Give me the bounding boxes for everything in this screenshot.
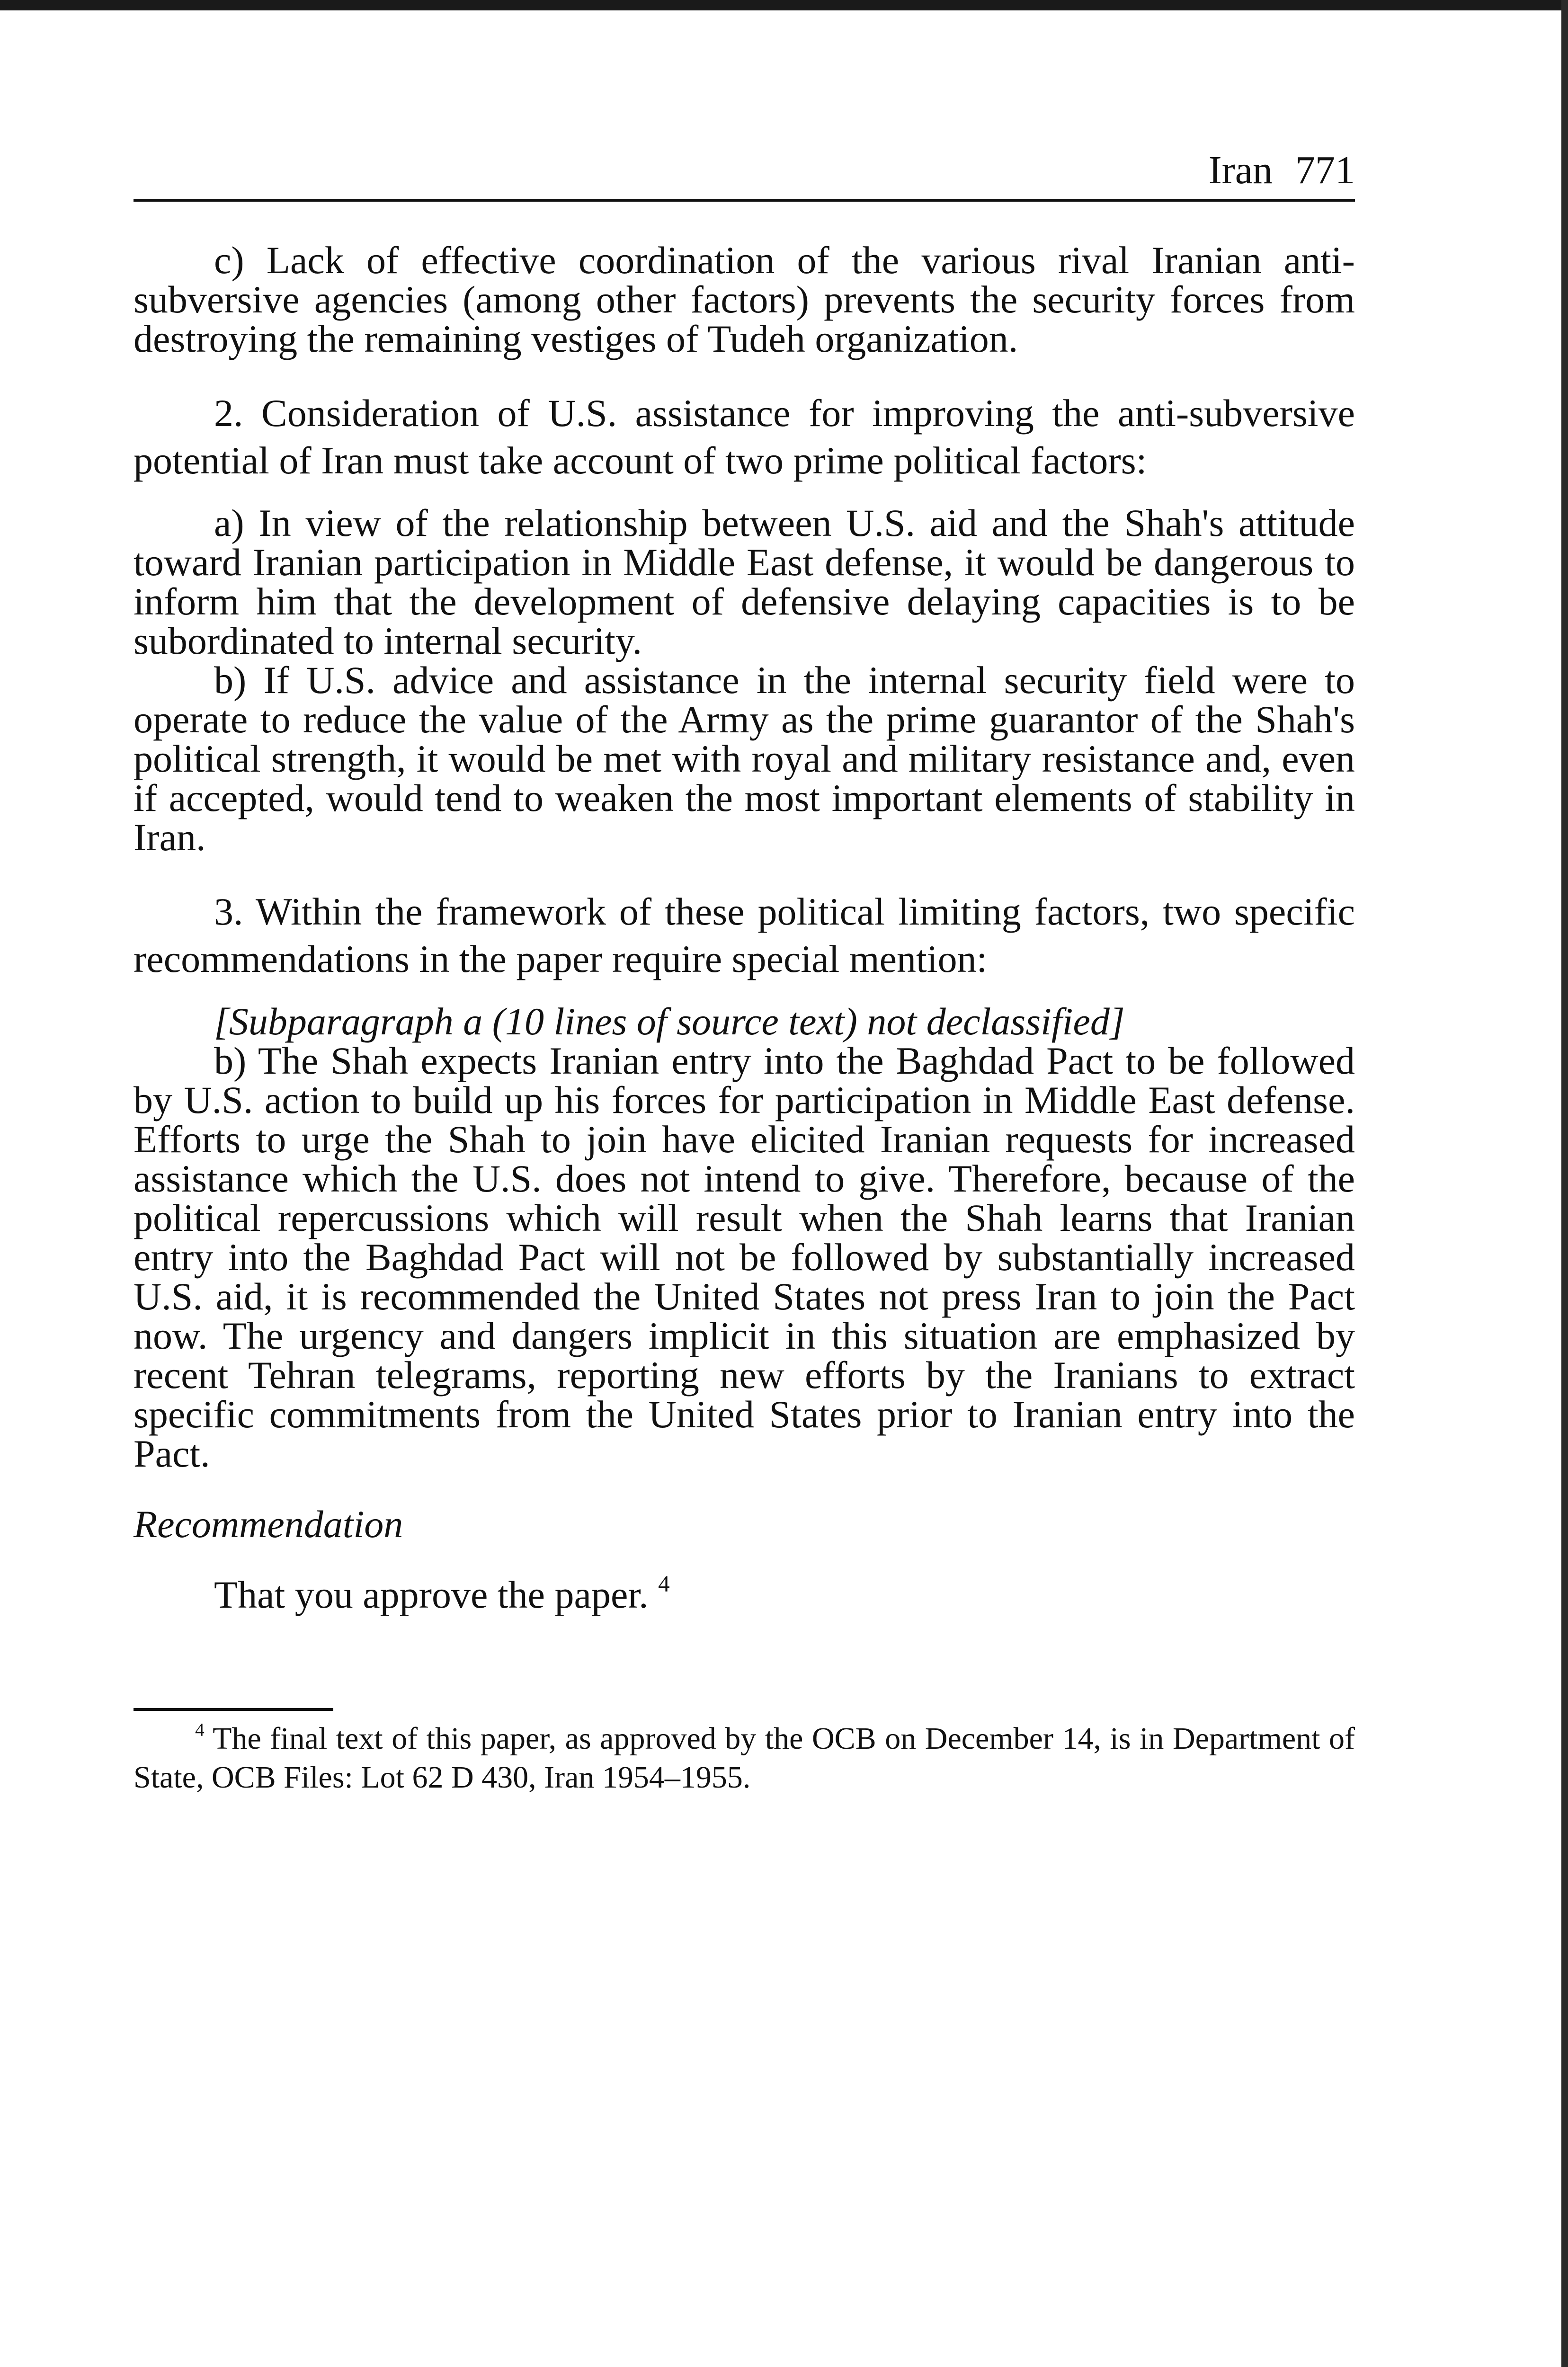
body-text: [134, 240, 1355, 1614]
page-number: 771: [1295, 148, 1355, 192]
paragraph-3b: b) The Shah expects Iranian entry into the Baghdad Pact to be followed by U.S. action to build up his forces for participation in Middle East defense. Efforts to urge the Shah to join have elicited Iranian requests for increased assistance which the U.S. does not intend to give. Therefore, because of the political repercussions which will result when the Shah learns that Iranian entry into the Baghdad Pact will not be followed by substantially increased U.S. aid, it is recommended the United States not press Iran to join the Pact now. The urgency and dangers implicit in this situation are emphasized by recent Tehran telegrams, reporting new efforts by the Iranians to extract specific commitments from the United States prior to Iranian entry into the Pact.: [134, 1039, 1355, 1475]
running-title: Iran: [1208, 148, 1273, 192]
footnote-rule: [134, 1708, 333, 1711]
paragraph-2: 2. Consideration of U.S. assistance for improving the anti-subversive potential of Iran must take account of two prime political factors:: [134, 392, 1355, 482]
subparagraph-note: [Subparagraph a (10 lines of source text) not declassified]: [214, 1000, 1125, 1043]
paragraph-2a: a) In view of the relationship between U.S. aid and the Shah's attitude toward Iranian participation in Middle East defense, it would be dangerous to inform him that the development of defensive delaying capacities is to be subordinated to internal security.: [134, 501, 1355, 662]
paragraph-2b: b) If U.S. advice and assistance in the internal security field were to operate to reduce the value of the Army as the prime guarantor of the Shah's political strength, it would be met with royal and military resistance and, even if accepted, would tend to weaken the most important elements of stability in Iran.: [134, 658, 1355, 859]
footnote-reference: 4: [658, 1570, 670, 1597]
running-head: [1208, 148, 1355, 192]
section-heading-recommendation: Recommendation: [134, 1503, 403, 1546]
footnote-marker: 4: [195, 1719, 205, 1740]
header-rule: [134, 199, 1355, 202]
scan-right-border: [1561, 0, 1568, 2367]
paragraph-1c: c) Lack of effective coordination of the various rival Iranian anti-subversive agencies (among other factors) prevents the security forces from destroying the remaining vestiges of Tudeh organization.: [134, 239, 1355, 360]
footnote-text: The final text of this paper, as approved by the OCB on December 14, is in Department of State, OCB Files: Lot 62 D 430, Iran 1954–1955.: [134, 1721, 1355, 1795]
recommendation-sentence: That you approve the paper.: [214, 1573, 649, 1616]
paragraph-3: 3. Within the framework of these political limiting factors, two specific recommendations in the paper require special mention:: [134, 890, 1355, 980]
scan-top-border: [0, 0, 1568, 10]
footnote: [134, 1719, 1355, 1797]
recommendation-text: [134, 1570, 1355, 1616]
